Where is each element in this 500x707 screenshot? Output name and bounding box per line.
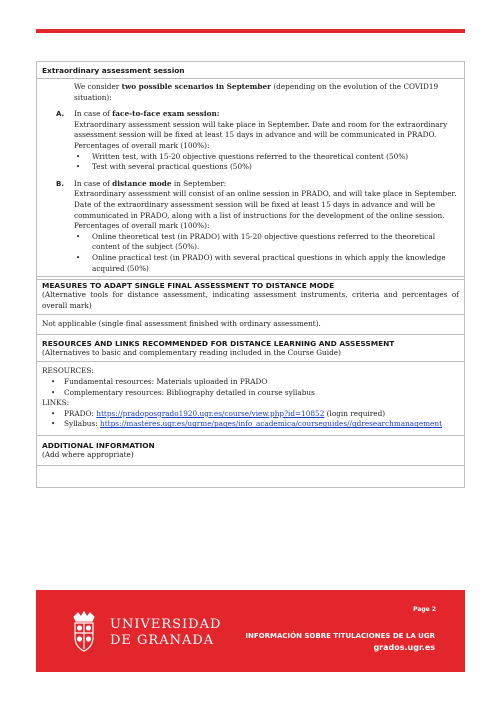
scenario-a-bold: face-to-face exam session: [112, 109, 220, 119]
list-item: • Written test, with 15-20 objective questions referred to the theoretical content (50%) [92, 152, 459, 163]
syllabus-link-label: Syllabus: [64, 419, 101, 429]
extraordinary-assessment-table [36, 61, 465, 280]
scenario-b-letter: B. [56, 179, 64, 188]
scenario-a-text: Extraordinary assessment session will take place in September. Date and room for the extraordinary assessment session will be fixed at least 15 days in advance and will be communicated in PRADO. [74, 119, 448, 140]
resources-label: RESOURCES: [42, 366, 94, 376]
list-item: • Fundamental resources: Materials uploaded in PRADO [64, 377, 459, 388]
page-number: Page 2 [413, 606, 436, 613]
list-item: • Test with several practical questions (50%) [92, 162, 459, 173]
footer-banner [36, 590, 465, 672]
list-item [64, 419, 459, 430]
prado-link[interactable]: https://pradoposgrado1920.ugr.es/course/view.php?id=10852 [96, 408, 325, 418]
scenario-a-percentages: Percentages of overall mark (100%): [74, 140, 210, 150]
additional-header-cell [37, 435, 464, 465]
top-accent-bar [36, 29, 465, 33]
scenario-b [42, 179, 459, 232]
resources-header-cell [37, 334, 464, 362]
resources-subtitle: (Alternatives to basic and complementary reading included in the Course Guide) [42, 347, 341, 357]
measures-header: MEASURES TO ADAPT SINGLE FINAL ASSESSMENT TO DISTANCE MODE [42, 281, 335, 290]
university-name-line2: DE GRANADA [110, 633, 215, 648]
scenario-b-text: Extraordinary assessment will consist of an online session in PRADO, and will take place in September. Date of the extraordinary assessment session will be fixed at least 15 days in advance and will be communicated in PRADO, along with a list of instructions for the development of the online session. [74, 189, 457, 220]
university-crest-icon [70, 611, 98, 653]
intro-pre: We consider [74, 82, 122, 91]
intro-paragraph [42, 82, 459, 103]
list-item: • Online practical test (in PRADO) with several practical questions in which apply the knowledge acquired (50%) [92, 253, 459, 274]
scenario-b-list [42, 232, 459, 274]
measures-resources-table [36, 276, 465, 488]
scenario-b-pre: In case of [74, 178, 113, 188]
list-item: • Online theoretical test (in PRADO) with 15-20 objective questions referred to the theoretical content of the subject (50%). [92, 232, 459, 253]
resources-header: RESOURCES AND LINKS RECOMMENDED FOR DISTANCE LEARNING AND ASSESSMENT [42, 338, 395, 348]
additional-content [37, 465, 464, 487]
scenario-b-post: in September: [171, 178, 227, 188]
extraordinary-content [37, 78, 464, 279]
intro-post: (depending on the evolution of the COVID19 situation): [74, 82, 439, 102]
footer-info: INFORMACIÓN SOBRE TITULACIONES DE LA UGR [245, 632, 435, 640]
footer-website: grados.ugr.es [373, 643, 435, 652]
measures-content: Not applicable (single final assessment finished with ordinary assessment). [37, 314, 464, 334]
intro-bold: two possible scenarios in September [121, 82, 271, 91]
university-name-line1: UNIVERSIDAD [110, 617, 222, 632]
scenario-a-letter: A. [56, 110, 65, 119]
scenario-b-title [74, 179, 459, 190]
measures-subtitle: (Alternative tools for distance assessment, indicating assessment instruments, criteria and percentages of overall mark) [42, 290, 459, 310]
resources-content [37, 361, 464, 435]
links-list [42, 409, 459, 430]
syllabus-link[interactable]: https://masteres.ugr.es/ugrme/pages/info_academica/courseguides//gdresearchmanagement [100, 419, 443, 429]
scenario-a-title [74, 109, 459, 120]
scenario-a [42, 109, 459, 151]
links-label: LINKS: [42, 398, 70, 408]
measures-header-cell [37, 277, 464, 314]
list-item [64, 409, 459, 420]
prado-link-note: (login required) [324, 408, 386, 418]
prado-link-label: PRADO: [64, 408, 97, 418]
extraordinary-header: Extraordinary assessment session [42, 66, 185, 75]
additional-subtitle: (Add where appropriate) [42, 449, 134, 459]
scenario-a-list [42, 152, 459, 173]
scenario-b-bold: distance mode [112, 178, 172, 188]
resources-list [42, 377, 459, 398]
list-item: • Complementary resources: Bibliography detailed in course syllabus [64, 388, 459, 399]
scenario-b-percentages: Percentages of overall mark (100%): [74, 221, 210, 231]
scenario-a-pre: In case of [74, 109, 113, 119]
additional-header: ADDITIONAL INFORMATION [42, 440, 155, 450]
